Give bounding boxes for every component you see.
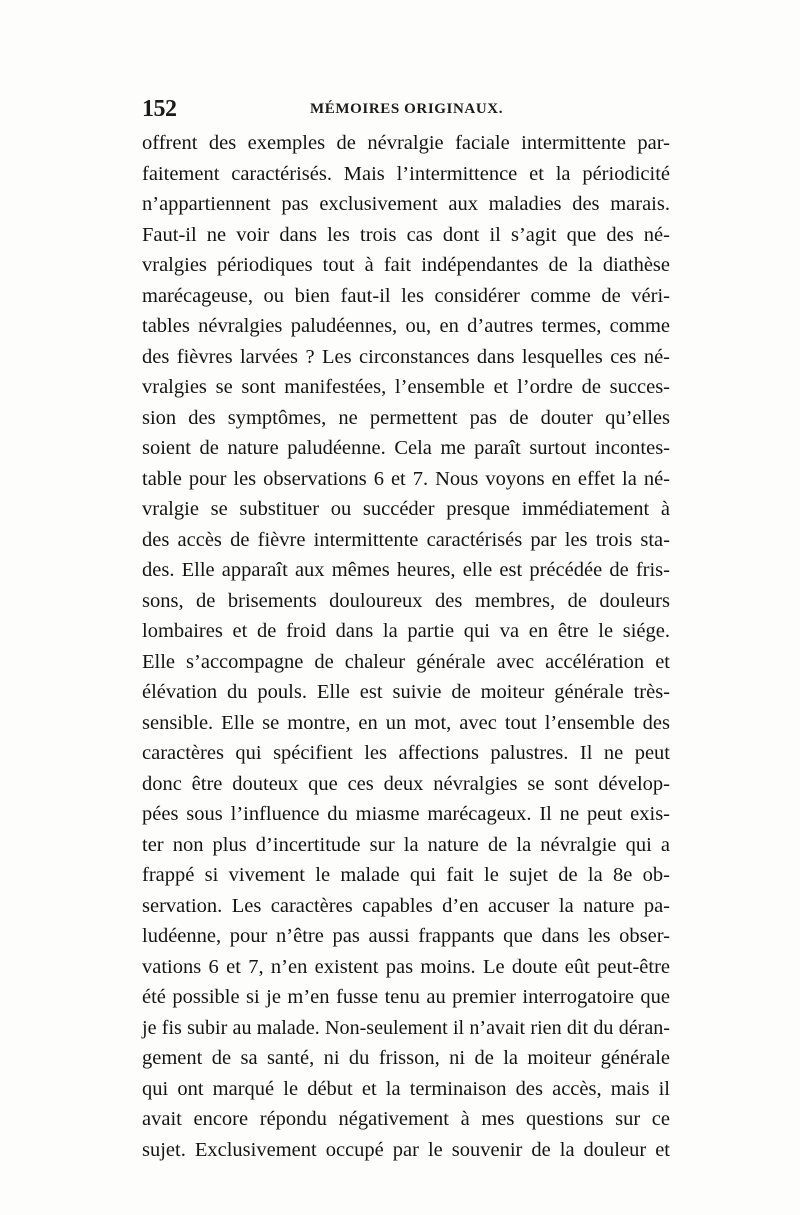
text-line: faitement caractérisés. Mais l’intermittence et la périodicité [142,162,670,185]
text-line: avait encore répondu négativement à mes questions sur ce [142,1108,670,1130]
text-line: tables névralgies paludéennes, ou, en d’autres termes, comme [142,315,670,337]
text-line: je fis subir au malade. Non-seulement il n’avait rien dit du déran- [142,1016,670,1039]
text-line: sujet. Exclusivement occupé par le souvenir de la douleur et [142,1138,670,1161]
running-title: MÉMOIRES ORIGINAUX. [310,101,504,117]
text-line: vations 6 et 7, n’en existent pas moins. Le doute eût peut-être [142,955,670,978]
text-line: Faut-il ne voir dans les trois cas dont il s’agit que des né- [142,223,670,246]
text-line: vralgies se sont manifestées, l’ensemble et l’ordre de succes- [142,376,670,398]
text-line: lombaires et de froid dans la partie qui va en être le siége. [142,620,670,642]
text-line: table pour les observations 6 et 7. Nous voyons en effet la né- [142,467,670,490]
text-line: caractères qui spécifient les affections palustres. Il ne peut [142,742,670,764]
text-line: ludéenne, pour n’être pas aussi frappants que dans les obser- [142,925,670,947]
text-line: marécageuse, ou bien faut-il les considérer comme de véri- [142,284,670,307]
text-line: des accès de fièvre intermittente caractérisés par les trois sta- [142,528,670,551]
text-line: des fièvres larvées ? Les circonstances dans lesquelles ces né- [142,345,670,368]
text-line: des. Elle apparaît aux mêmes heures, elle est précédée de fris- [142,559,670,581]
text-line: vralgies périodiques tout à fait indépendantes de la diathèse [142,254,670,276]
page-number: 152 [142,96,177,122]
text-line: Elle s’accompagne de chaleur générale avec accélération et [142,650,670,673]
text-line: pées sous l’influence du miasme marécageux. Il ne peut exis- [142,803,670,825]
text-line: offrent des exemples de névralgie faciale intermittente par- [142,132,670,154]
text-line: donc être douteux que ces deux névralgies se sont dévelop- [142,772,670,795]
text-line: sion des symptômes, ne permettent pas de douter qu’elles [142,406,670,429]
page-header [142,96,668,126]
text-line: élévation du pouls. Elle est suivie de moiteur générale très- [142,681,670,703]
text-line: qui ont marqué le début et la terminaison des accès, mais il [142,1077,670,1100]
text-line: soient de nature paludéenne. Cela me paraît surtout incontes- [142,437,670,459]
text-line: servation. Les caractères capables d’en accuser la nature pa- [142,894,670,917]
text-line: gement de sa santé, ni du frisson, ni de la moiteur générale [142,1047,670,1069]
text-line: ter non plus d’incertitude sur la nature de la névralgie qui a [142,833,670,856]
body-text [142,128,670,1165]
text-line: vralgie se substituer ou succéder presque immédiatement à [142,498,670,520]
text-line: sensible. Elle se montre, en un mot, avec tout l’ensemble des [142,711,670,734]
text-line: n’appartiennent pas exclusivement aux maladies des marais. [142,193,670,215]
text-line: sons, de brisements douloureux des membres, de douleurs [142,589,670,612]
text-line: été possible si je m’en fusse tenu au premier interrogatoire que [142,986,670,1008]
text-line: frappé si vivement le malade qui fait le sujet de la 8e ob- [142,864,670,886]
